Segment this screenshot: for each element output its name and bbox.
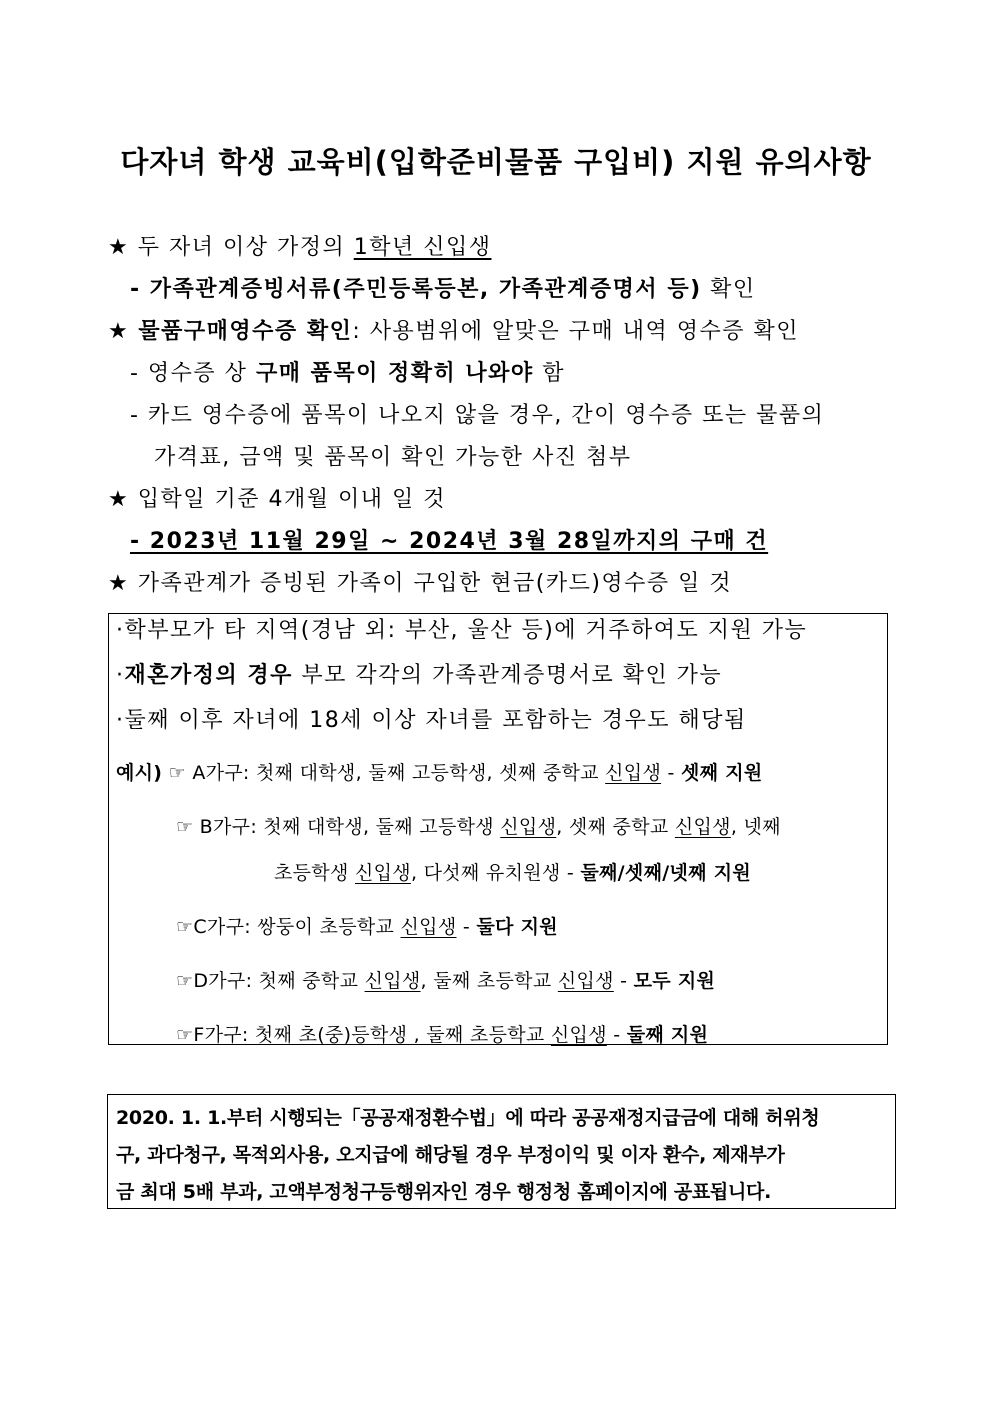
sub-date-range: - 2023년 11월 29일 ~ 2024년 3월 28일까지의 구매 건	[130, 529, 769, 554]
example-text: , 다섯째 유치원생 -	[410, 862, 581, 884]
bullet-text: 입학일 기준 4개월 이내 일 것	[129, 487, 446, 512]
underlined-freshman: 신입생	[674, 816, 731, 838]
example-c	[176, 912, 558, 939]
box-line-over-18: ·둘째 이후 자녀에 18세 이상 자녀를 포함하는 경우도 해당됨	[116, 708, 747, 733]
sub-text: 확인	[701, 277, 756, 302]
bullet-period	[108, 482, 446, 513]
underlined-freshman: 신입생	[550, 1024, 607, 1046]
bullet-eligibility	[108, 230, 491, 261]
pointing-hand-icon: ☞	[176, 916, 194, 938]
example-text: 초등학생	[274, 862, 355, 884]
example-text: , 둘째 초등학교	[420, 970, 558, 992]
underlined-freshman: 신입생	[364, 970, 421, 992]
sub-card-receipt: - 카드 영수증에 품목이 나오지 않을 경우, 간이 영수증 또는 물품의	[130, 403, 825, 428]
bullet-text: 두 자녀 이상 가정의	[129, 235, 354, 260]
underlined-freshman: 신입생	[354, 862, 411, 884]
underlined-freshman: 신입생	[500, 816, 557, 838]
notice-line-3: 금 최대 5배 부과, 고액부정청구등행위자인 경우 행정청 홈페이지에 공표됩니다.	[116, 1181, 772, 1203]
example-f	[176, 1020, 708, 1047]
sub-receipt-items	[130, 356, 565, 387]
bold-remarriage: 재혼가정의 경우	[124, 663, 293, 688]
notice-line-1: 2020. 1. 1.부터 시행되는「공공재정환수법」에 따라 공공재정지급금에 대해 허위청	[116, 1107, 820, 1129]
bold-receipt-check: 물품구매영수증 확인	[129, 319, 353, 344]
example-text: A가구: 첫째 대학생, 둘째 고등학생, 셋째 중학교	[185, 762, 606, 784]
pointing-hand-icon: ☞	[176, 970, 194, 992]
example-text: , 셋째 중학교	[556, 816, 675, 838]
box-line-remarriage	[116, 658, 722, 689]
bold-items-shown: 구매 품목이 정확히 나와야	[255, 361, 534, 386]
example-text: B가구: 첫째 대학생, 둘째 고등학생	[193, 816, 501, 838]
example-text: C가구: 쌍둥이 초등학교	[193, 916, 401, 938]
star-icon: ★	[108, 571, 130, 596]
dash: -	[613, 970, 634, 992]
dash: -	[606, 1024, 627, 1046]
sub-card-receipt-cont: 가격표, 금액 및 품목이 확인 가능한 사진 첨부	[154, 445, 632, 470]
example-text: F가구: 첫째 초(중)등학생 , 둘째 초등학교	[193, 1024, 551, 1046]
star-icon: ★	[108, 235, 130, 260]
bullet-text: 가족관계가 증빙된 가족이 구입한 현금(카드)영수증 일 것	[129, 571, 733, 596]
sub-family-docs	[130, 272, 756, 303]
example-a	[116, 758, 763, 785]
bold-support: 둘째 지원	[626, 1024, 709, 1046]
star-icon: ★	[108, 319, 130, 344]
box-line-other-region: ·학부모가 타 지역(경남 외: 부산, 울산 등)에 거주하여도 지원 가능	[116, 618, 808, 643]
star-icon: ★	[108, 487, 130, 512]
pointing-hand-icon: ☞	[176, 816, 194, 838]
underlined-freshman: 신입생	[557, 970, 614, 992]
example-text: D가구: 첫째 중학교	[193, 970, 365, 992]
dot: ·	[116, 663, 125, 688]
sub-text: - 영수증 상	[130, 361, 256, 386]
sub-text: 함	[533, 361, 565, 386]
bold-family-docs: - 가족관계증빙서류(주민등록등본, 가족관계증명서 등)	[130, 277, 702, 302]
bold-support: 둘째/셋째/넷째 지원	[580, 862, 752, 884]
example-b-cont	[274, 858, 751, 885]
underlined-first-grade: 1학년 신입생	[353, 235, 492, 260]
pointing-hand-icon: ☞	[168, 762, 186, 784]
dash: -	[456, 916, 477, 938]
example-b	[176, 812, 781, 839]
bullet-receipt	[108, 314, 799, 345]
underlined-freshman: 신입생	[400, 916, 457, 938]
bold-support: 둘다 지원	[476, 916, 558, 938]
notice-line-2: 구, 과다청구, 목적외사용, 오지급에 해당될 경우 부정이익 및 이자 환수, 제재부가	[116, 1144, 785, 1166]
bullet-text: : 사용범위에 알맞은 구매 내역 영수증 확인	[352, 319, 799, 344]
dash: -	[661, 762, 681, 784]
example-label: 예시)	[116, 762, 163, 784]
page-title: 다자녀 학생 교육비(입학준비물품 구입비) 지원 유의사항	[120, 145, 872, 179]
underlined-freshman: 신입생	[605, 762, 662, 784]
bold-support: 셋째 지원	[680, 762, 763, 784]
box-text: 부모 각각의 가족관계증명서로 확인 가능	[292, 663, 723, 688]
example-text: , 넷째	[730, 816, 781, 838]
pointing-hand-icon: ☞	[176, 1024, 194, 1046]
example-d	[176, 966, 715, 993]
bold-support: 모두 지원	[633, 970, 716, 992]
bullet-family-receipt	[108, 566, 732, 597]
